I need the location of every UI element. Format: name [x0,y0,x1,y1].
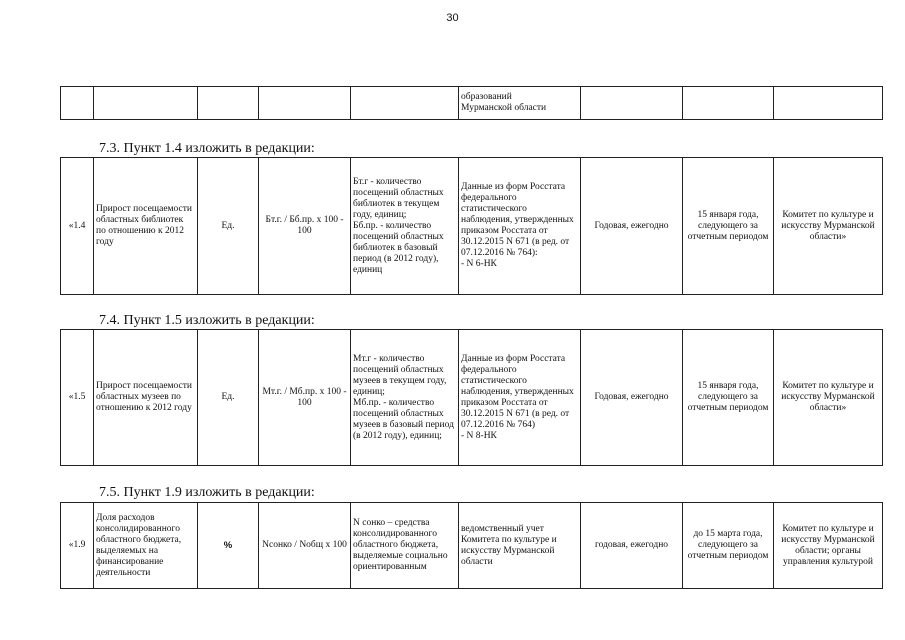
section-heading: 7.3. Пункт 1.4 изложить в редакции: [99,141,315,156]
indicator-name: Прирост посещаемости областных библиотек по отношению к 2012 году [94,158,198,295]
formula: Nсонко / Nобщ х 100 [259,503,351,589]
frequency: годовая, ежегодно [581,503,683,589]
source: ведомственный учет Комитета по культуре и искусству Мурманской области [459,503,581,589]
section-heading: 7.5. Пункт 1.9 изложить в редакции: [99,485,315,500]
table-row [61,158,883,295]
indicator-name: Доля расходов консолидированного областного бюджета, выделяемых на финансирование деятельности [94,503,198,589]
table-section-1-4 [60,157,883,295]
unit: Ед. [198,158,259,295]
source: Данные из форм Росстата федерального статистического наблюдения, утвержденных приказом Росстата от 30.12.2015 N 671 (в ред. от 07.12.2016 № 764) - N 8-НК [459,330,581,466]
unit: % [198,503,259,589]
indicator-name: Прирост посещаемости областных музеев по отношению к 2012 году [94,330,198,466]
responsible: Комитет по культуре и искусству Мурманской области» [774,158,883,295]
description: Бт.г - количество посещений областных библиотек в текущем году, единиц; Бб.пр. - количество посещений областных библиотек в базовый период (в 2012 году), единиц [351,158,459,295]
page-number: 30 [446,12,459,24]
section-heading: 7.4. Пункт 1.5 изложить в редакции: [99,313,315,328]
description: N сонко – средства консолидированного областного бюджета, выделяемые социально ориентированным [351,503,459,589]
deadline: до 15 марта года, следующего за отчетным периодом [683,503,774,589]
table-row [61,330,883,466]
row-number: «1.5 [61,330,94,466]
source-cell: образований Мурманской области [459,87,581,120]
frequency: Годовая, ежегодно [581,158,683,295]
row-number: «1.4 [61,158,94,295]
frequency: Годовая, ежегодно [581,330,683,466]
table-section-1-9 [60,502,883,589]
table-row [61,503,883,589]
description: Мт.г - количество посещений областных музеев в текущем году, единиц; Мб.пр. - количество посещений областных музеев в базовый период (в 2012 году), единиц; [351,330,459,466]
responsible: Комитет по культуре и искусству Мурманской области; органы управления культурой [774,503,883,589]
responsible: Комитет по культуре и искусству Мурманской области» [774,330,883,466]
formula: Бт.г. / Бб.пр. х 100 - 100 [259,158,351,295]
table-section-1-5 [60,329,883,466]
deadline: 15 января года, следующего за отчетным периодом [683,330,774,466]
source: Данные из форм Росстата федерального статистического наблюдения, утвержденных приказом Росстата от 30.12.2015 N 671 (в ред. от 07.12.2016 № 764): - N 6-НК [459,158,581,295]
table-top [60,86,883,120]
row-number: «1.9 [61,503,94,589]
table-row [61,87,883,120]
deadline: 15 января года, следующего за отчетным периодом [683,158,774,295]
unit: Ед. [198,330,259,466]
formula: Мт.г. / Мб.пр. х 100 - 100 [259,330,351,466]
